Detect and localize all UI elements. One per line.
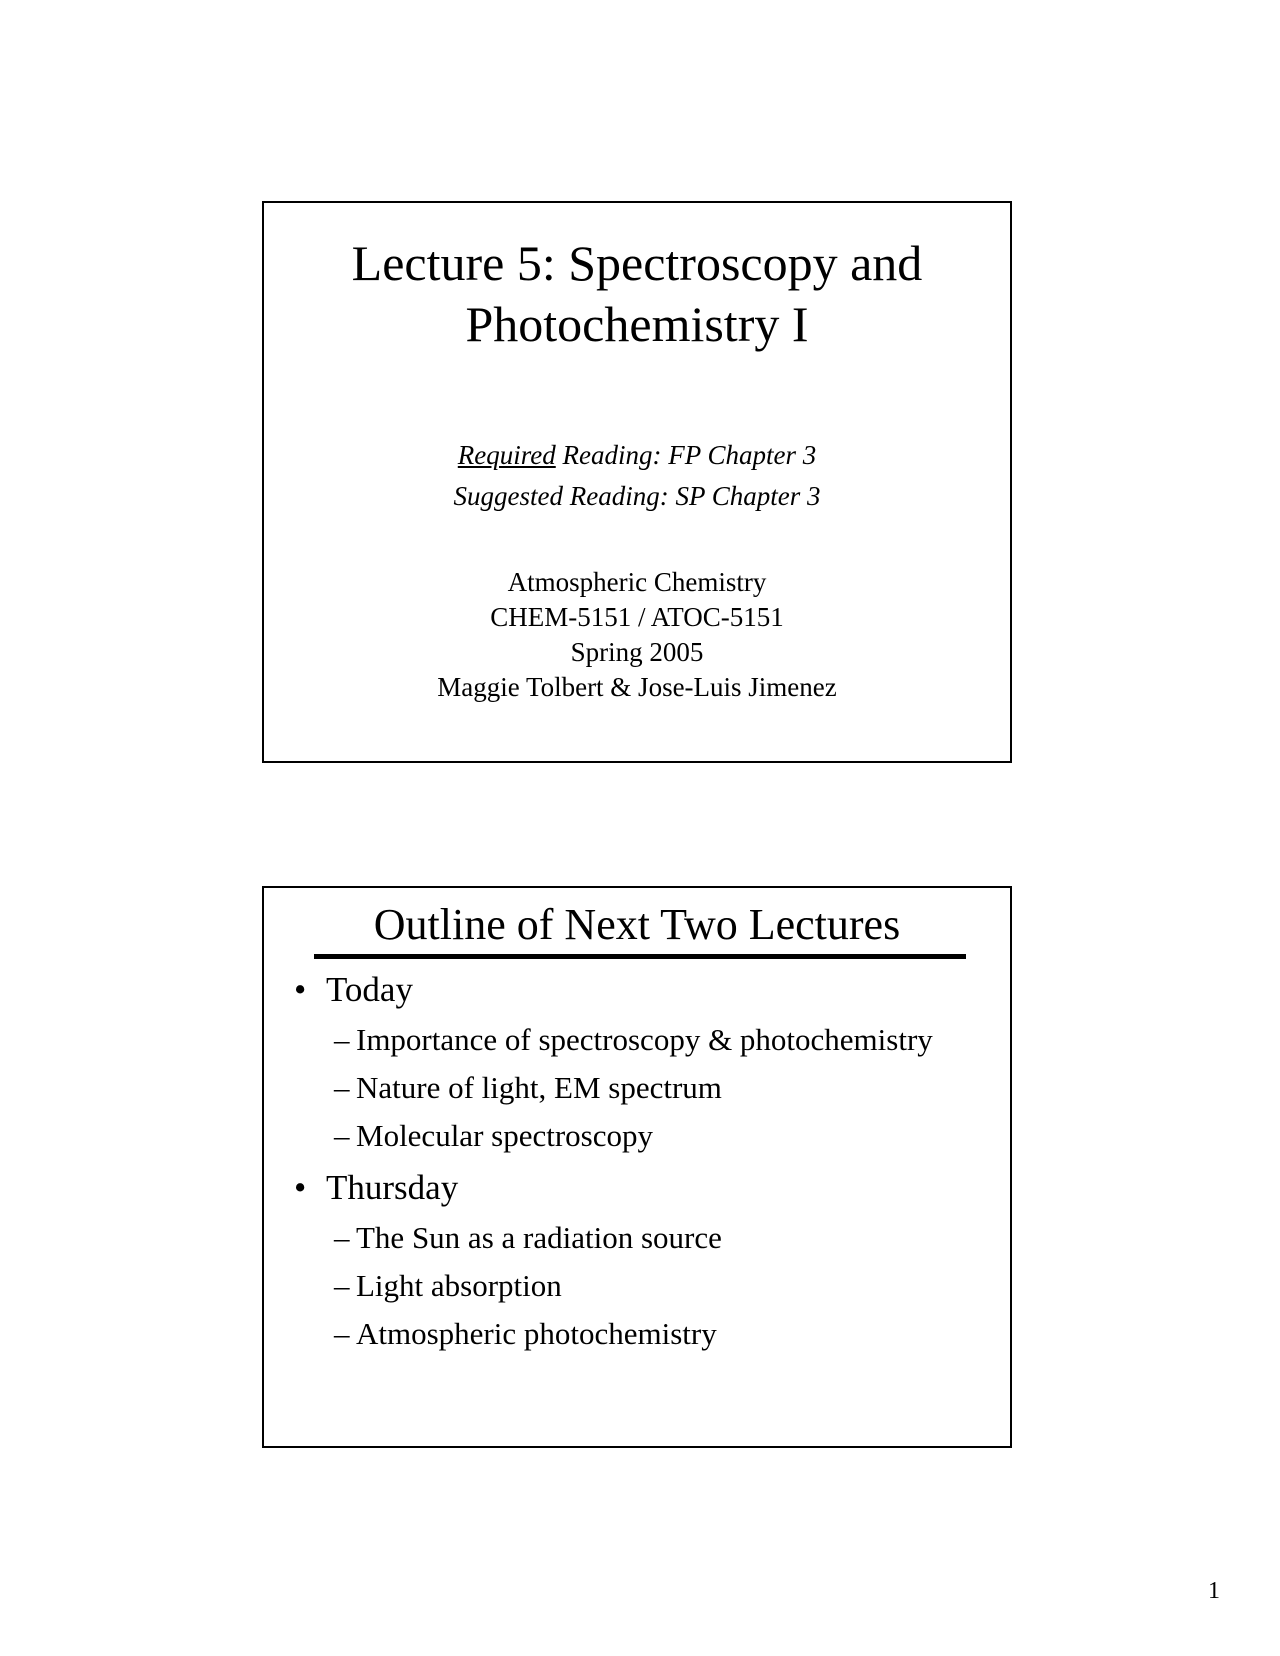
bullet-glyph: • bbox=[294, 970, 307, 1009]
lecture-title-line2: Photochemistry I bbox=[465, 296, 809, 352]
outline-item-text: Nature of light, EM spectrum bbox=[356, 1070, 722, 1105]
title-underline-rule bbox=[314, 954, 966, 959]
required-reading bbox=[264, 439, 1010, 471]
outline-item bbox=[334, 1021, 933, 1059]
outline-item bbox=[334, 1315, 717, 1353]
section-heading: Today bbox=[326, 970, 413, 1009]
dash-glyph: – bbox=[334, 1022, 350, 1057]
course-code: CHEM-5151 / ATOC-5151 bbox=[490, 602, 784, 632]
outline-item-text: Atmospheric photochemistry bbox=[356, 1316, 717, 1351]
dash-glyph: – bbox=[334, 1220, 350, 1255]
lecture-title bbox=[264, 233, 1010, 355]
slide-outline bbox=[262, 886, 1012, 1448]
outline-item bbox=[334, 1267, 562, 1305]
instructors: Maggie Tolbert & Jose-Luis Jimenez bbox=[437, 672, 837, 702]
required-word: Required bbox=[457, 440, 556, 470]
lecture-title-line1: Lecture 5: Spectroscopy and bbox=[351, 235, 923, 291]
semester: Spring 2005 bbox=[570, 637, 704, 667]
dash-glyph: – bbox=[334, 1268, 350, 1303]
course-name: Atmospheric Chemistry bbox=[507, 567, 767, 597]
outline-title: Outline of Next Two Lectures bbox=[373, 900, 901, 949]
course-info bbox=[264, 565, 1010, 705]
outline-item-text: Importance of spectroscopy & photochemistry bbox=[356, 1022, 933, 1057]
slide-title bbox=[262, 201, 1012, 763]
dash-glyph: – bbox=[334, 1070, 350, 1105]
bullet-glyph: • bbox=[294, 1168, 307, 1207]
dash-glyph: – bbox=[334, 1118, 350, 1153]
required-reading-text: Reading: FP Chapter 3 bbox=[555, 440, 817, 470]
outline-item-text: Light absorption bbox=[356, 1268, 562, 1303]
outline-item-text: The Sun as a radiation source bbox=[356, 1220, 722, 1255]
outline-item bbox=[334, 1117, 653, 1155]
outline-item bbox=[334, 1219, 722, 1257]
outline-section-thursday bbox=[294, 1166, 458, 1210]
outline-item bbox=[334, 1069, 722, 1107]
section-heading: Thursday bbox=[326, 1168, 459, 1207]
outline-section-today bbox=[294, 968, 413, 1012]
dash-glyph: – bbox=[334, 1316, 350, 1351]
page-number: 1 bbox=[1208, 1578, 1220, 1604]
outline-item-text: Molecular spectroscopy bbox=[356, 1118, 653, 1153]
suggested-reading: Suggested Reading: SP Chapter 3 bbox=[453, 481, 821, 511]
